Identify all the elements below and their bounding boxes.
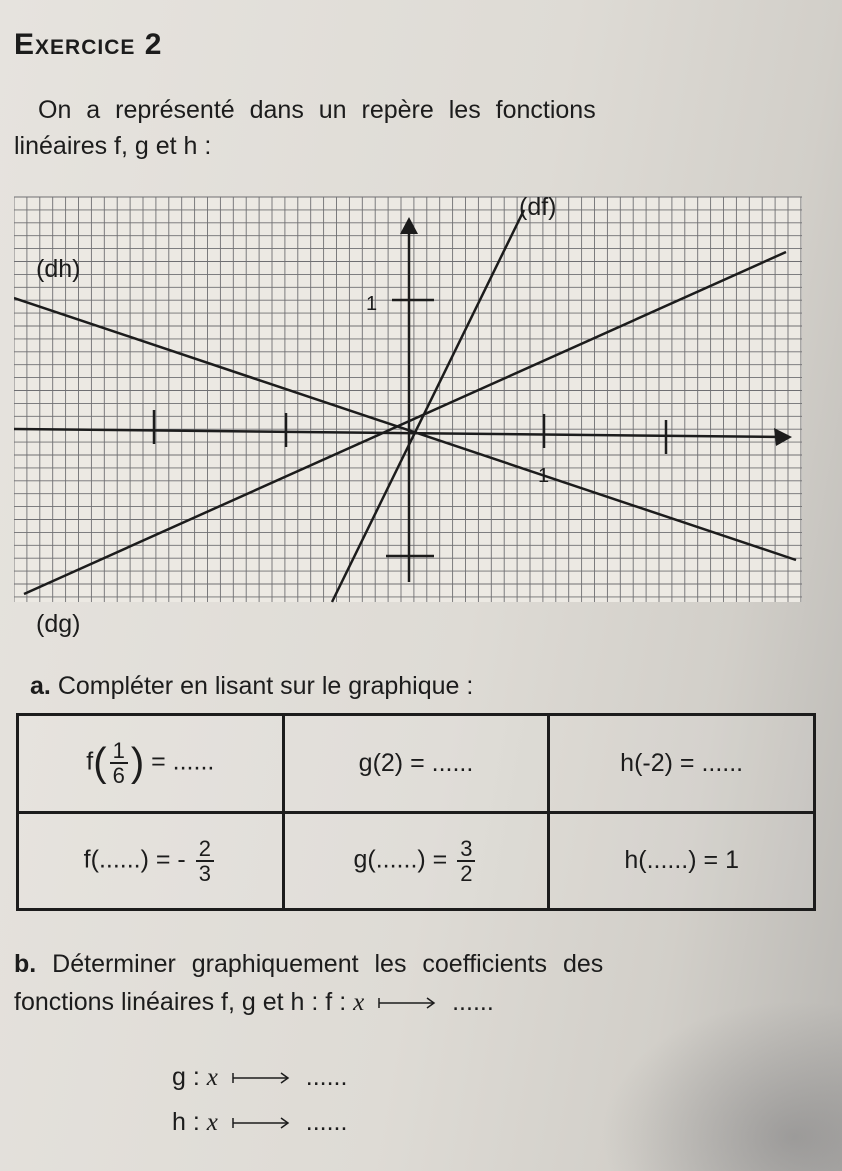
cell-lead: f(......) = - (83, 845, 186, 874)
exercise-title: Exercice 2 (14, 28, 163, 61)
map-var: x (206, 1064, 218, 1091)
table-row (18, 715, 815, 813)
part-b-line-1: Déterminer graphiquement les coefficients des (52, 950, 604, 978)
map-g-name: g : (172, 1063, 200, 1091)
function-name: f (86, 747, 94, 776)
map-blank: ...... (305, 1063, 348, 1091)
fraction (457, 837, 475, 885)
mapsto-arrow-icon (231, 1070, 293, 1086)
part-b-instruction (14, 946, 814, 1021)
label-df: (df) (519, 193, 557, 221)
cell-f-equals-minus-two-thirds[interactable] (18, 812, 284, 910)
part-a-instruction (30, 672, 473, 701)
map-var: x (206, 1109, 218, 1136)
map-h[interactable] (172, 1108, 347, 1137)
exercise-intro (14, 92, 784, 165)
cell-g-of-2[interactable]: g(2) = ...... (283, 715, 549, 813)
function-graph (14, 182, 804, 642)
fraction-denominator: 3 (198, 860, 211, 886)
cell-lead: g(......) = (353, 845, 448, 874)
part-a-text: Compléter en lisant sur le graphique : (57, 672, 474, 700)
x-tick-label: 1 (538, 465, 550, 487)
label-dh: (dh) (36, 255, 81, 283)
y-tick-label: 1 (366, 293, 378, 315)
fraction-denominator: 6 (112, 763, 125, 789)
fraction (196, 837, 214, 885)
photo-shadow (600, 1000, 842, 1171)
cell-h-equals-1[interactable]: h(......) = 1 (549, 812, 815, 910)
fraction-numerator: 1 (110, 739, 128, 764)
intro-line-1: On a représenté dans un repère les fonctions (38, 96, 596, 124)
mapsto-arrow-icon (231, 1115, 293, 1131)
map-var: x (353, 988, 365, 1016)
answer-table (16, 713, 816, 911)
cell-rest: = ...... (151, 747, 215, 776)
mapsto-arrow-icon (377, 995, 439, 1011)
map-blank: ...... (305, 1108, 348, 1136)
fraction (110, 739, 128, 787)
part-a-letter: a. (30, 672, 51, 700)
fraction-denominator: 2 (460, 860, 473, 886)
intro-line-2: linéaires f, g et h : (14, 132, 212, 161)
map-f[interactable] (325, 988, 494, 1016)
map-f-name: f : (325, 987, 347, 1016)
table-row (18, 812, 815, 910)
part-b-line-2: fonctions linéaires f, g et h : (14, 987, 319, 1016)
map-blank: ...... (452, 987, 494, 1016)
cell-g-equals-three-halves[interactable] (283, 812, 549, 910)
fraction-numerator: 3 (457, 837, 475, 862)
cell-h-of-minus-2[interactable]: h(-2) = ...... (549, 715, 815, 813)
cell-f-of-one-sixth[interactable]: f( $\frac{1}{6}$ ) = ...... (18, 715, 284, 813)
map-g[interactable] (172, 1063, 347, 1092)
part-b-letter: b. (14, 950, 37, 978)
map-h-name: h : (172, 1108, 200, 1136)
label-dg: (dg) (36, 610, 81, 638)
fraction-numerator: 2 (196, 837, 214, 862)
